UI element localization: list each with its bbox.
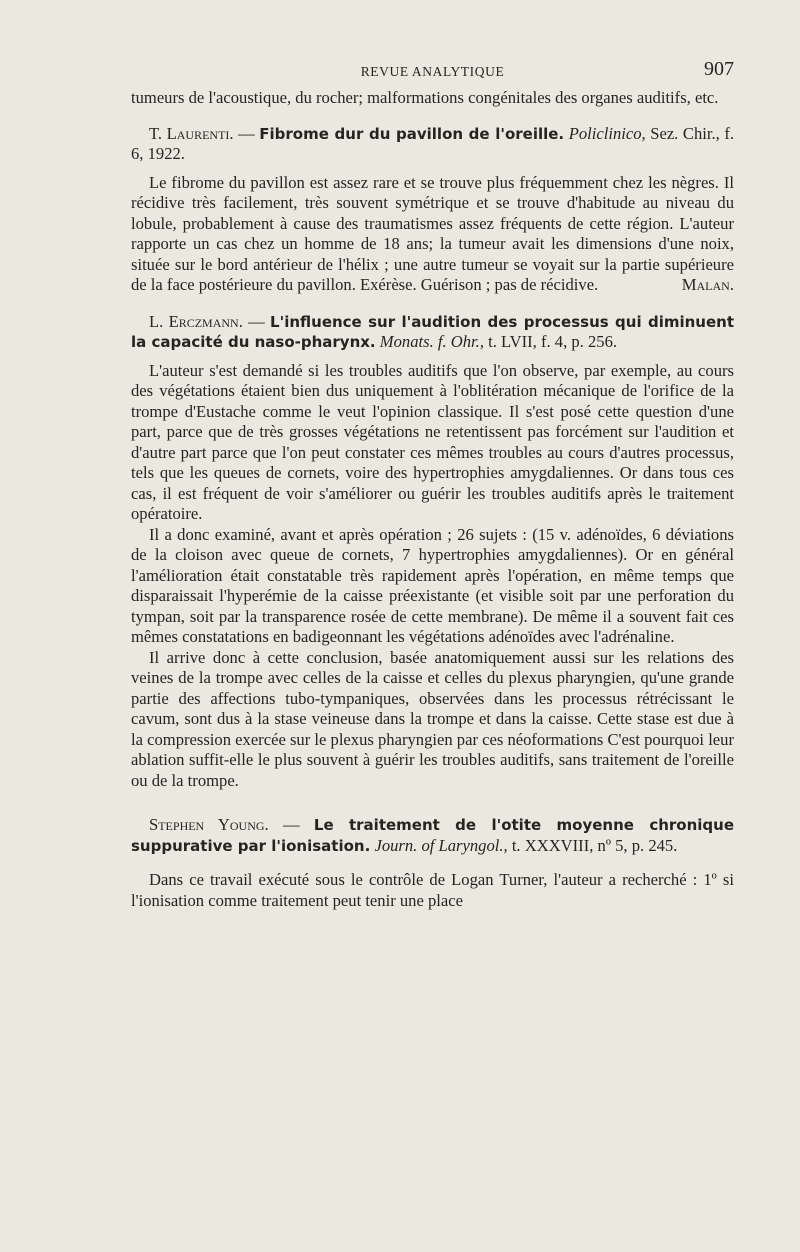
- article-author: Stephen Young.: [149, 815, 269, 834]
- article-journal: Policlinico,: [568, 123, 646, 143]
- article-paragraph: L'auteur s'est demandé si les troubles auditifs que l'on observe, par exemple, au cours des végétations étaient bien dus uniquement à l'oblitération mécanique de l'orifice de la trompe d'Eustache comme le veut l'opinion classique. Il s'est posé cette question d'une part, parce que de très grosses végétations ne retentissent pas forcément sur l'audition et d'autre part parce que l'on peut constater ces mêmes troubles au cours d'autres processus, tels que les queues de cornets, voire des hypertrophies amygdaliennes. Or dans tous ces cas, il est fréquent de voir s'améliorer ou guérir les troubles auditifs après le traitement opératoire.: [131, 360, 734, 523]
- article-paragraph: Il a donc examiné, avant et après opération ; 26 sujets : (15 v. adénoïdes, 6 déviations de la cloison avec queue de cornets, 7 hypertrophies amygdaliennes). Or en général l'amélioration était constatable très rapidement après l'opération, en même temps que disparaissait l'hyperémie de la caisse préexistante (et visible soit par une perforation du tympan, soit par la transparence rosée de cette membrane). De même il a souvent fait ces mêmes constatations en badigeonnant les végétations adénoïdes avec l'adrénaline.: [131, 524, 734, 646]
- article-reference: [131, 124, 734, 165]
- article-journal: Monats. f. Ohr.,: [379, 332, 484, 351]
- article-paragraph: Dans ce travail exécuté sous le contrôle de Logan Turner, l'auteur a recherché : 1º si l'ionisation comme traitement peut tenir une place: [131, 870, 734, 910]
- article-details: t. XXXVIII, nº 5, p. 245.: [507, 835, 678, 855]
- article-paragraph: [131, 173, 734, 296]
- article-author: T. Laurenti.: [149, 123, 234, 143]
- article-journal: Journ. of Laryngol.,: [374, 835, 508, 855]
- paragraph-text: Le fibrome du pavillon est assez rare et se trouve plus fréquemment chez les nègres. Il récidive très facilement, très souvent symétrique et se trouve d'habitude au niveau du lobule, probablement à cause des traumatismes assez fréquents de cette région. L'auteur rapporte un cas chez un homme de 18 ans; la tumeur avait les dimensions d'une noix, située sur le bord antérieur de l'hélix ; une autre tumeur se voyait sur la partie supérieure de la face postérieure du pavillon. Exérèse. Guérison ; pas de récidive.: [131, 172, 734, 294]
- article-author: L. Erczmann.: [149, 311, 243, 331]
- article-details: t. LVII, f. 4, p. 256.: [483, 332, 618, 351]
- page-number: 907: [704, 58, 734, 80]
- dash: —: [233, 123, 260, 143]
- article-reference: [131, 815, 734, 856]
- article-reference: [131, 312, 734, 353]
- article-erczmann: [131, 312, 734, 792]
- article-title: L'influence sur l'audition des processus qui diminuent la capacité du naso-pharynx.: [131, 312, 734, 351]
- dash: —: [242, 311, 271, 331]
- article-young: [131, 815, 734, 911]
- article-title: Fibrome dur du pavillon de l'oreille.: [259, 124, 565, 143]
- article-paragraph: Il arrive donc à cette conclusion, basée anatomiquement aussi sur les relations des veines de la trompe avec celles de la caisse et celles du plexus pharyngien, qu'une grande partie des affections tubo-tympaniques, observées dans les processus rétrécissant le cavum, sont dus à la stase veineuse dans la trompe et dans la caisse. Cette stase est due à la compression exercée sur le plexus pharyngien par ces néoformations C'est pourquoi leur ablation suffit-elle le plus souvent à guérir les troubles auditifs, sans traitement de l'oreille ou de la trompe.: [131, 647, 734, 790]
- article-title: Le traitement de l'otite moyenne chronique suppurative par l'ionisation.: [131, 816, 734, 855]
- page-header: [131, 58, 734, 88]
- running-head: REVUE ANALYTIQUE: [360, 64, 505, 79]
- continuation-text: tumeurs de l'acoustique, du rocher; malformations congénitales des organes auditifs, etc.: [131, 88, 719, 107]
- article-details: Sez. Chir., f. 6, 1922.: [131, 123, 734, 163]
- article-signature: Malan.: [681, 275, 734, 294]
- article-laurenti: [131, 124, 734, 296]
- dash: —: [268, 815, 314, 834]
